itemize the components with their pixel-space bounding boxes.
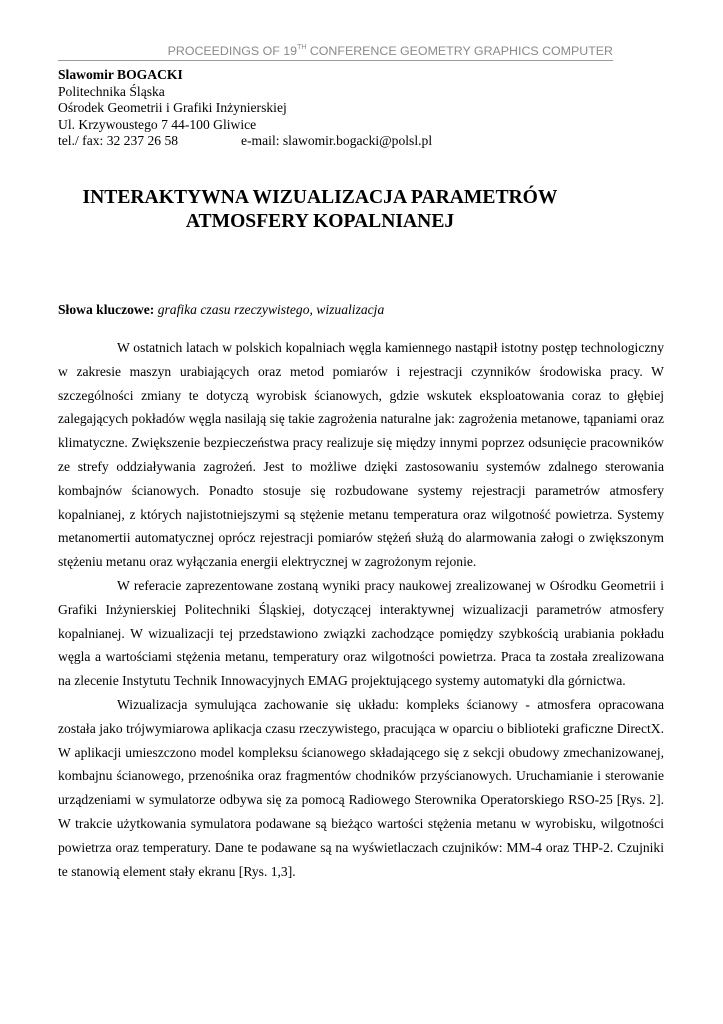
institution: Politechnika Śląska	[58, 83, 165, 99]
phone: tel./ fax: 32 237 26 58	[58, 133, 179, 148]
paragraph-1: W ostatnich latach w polskich kopalniach węgla kamiennego nastąpił istotny postęp technologiczny w zakresie maszyn urabiających oraz metod pomiarów i rejestracji czynników środowiska pracy. W szczególności zmiany te dotyczą wyrobisk ścianowych, gdzie wskutek eksploatowania coraz to głębiej zalegających pokładów węgla nasilają się takie zagrożenia naturalne jak: zagrożenia metanowe, tąpaniami oraz klimatyczne. Zwiększenie bezpieczeństwa pracy realizuje się między innymi poprzez odsunięcie pracowników ze strefy oddziaływania zagrożeń. Jest to możliwe dzięki zastosowaniu systemów zdalnego sterowania kombajnów ścianowych. Ponadto stosuje się rozbudowane systemy rejestracji parametrów atmosfery kopalnianej, z których najistotniejszymi są stężenie metanu temperatura oraz wilgotność powietrza. Systemy metanomertii automatycznej oprócz rejestracji pomiarów stężeń służą do alarmowania załogi o zwiększonym stężeniu metanu oraz wyłączania energii elektrycznej w zagrożonym rejonie.	[58, 340, 664, 570]
running-header-superscript: TH	[297, 44, 307, 51]
title-line-1: INTERAKTYWNA WIZUALIZACJA PARAMETRÓW	[82, 187, 558, 208]
author-name: Slawomir BOGACKI	[58, 67, 183, 82]
keywords	[58, 301, 384, 318]
title-line-2: ATMOSFERY KOPALNIANEJ	[185, 211, 455, 232]
contact-row	[58, 133, 433, 150]
email: e-mail: slawomir.bogacki@polsl.pl	[241, 133, 433, 148]
running-header	[58, 40, 613, 61]
author-affiliation	[58, 67, 433, 150]
body-text	[58, 336, 664, 883]
keywords-label: Słowa kluczowe:	[58, 302, 155, 317]
paragraph-2: W referacie zaprezentowane zostaną wyniki pracy naukowej zrealizowanej w Ośrodku Geometrii i Grafiki Inżynierskiej Politechniki Śląskiej, dotyczącej interaktywnej wizualizacji parametrów atmosfery kopalnianej. W wizualizacji tej przedstawiono związki zachodzące pomiędzy szybkością urabiania pokładu węgla a wartościami stężenia metanu, temperatury oraz wilgotności powietrza. Praca ta została zrealizowana na zlecenie Instytutu Technik Innowacyjnych EMAG projektującego systemy automatyki dla górnictwa.	[58, 577, 664, 689]
paragraph-3: Wizualizacja symulująca zachowanie się układu: kompleks ścianowy - atmosfera opracowana została jako trójwymiarowa aplikacja czasu rzeczywistego, pracująca w oparciu o biblioteki graficzne DirectX. W aplikacji umieszczono model kompleksu ścianowego składającego się z sekcji obudowy zmechanizowanej, kombajnu ścianowego, przenośnika oraz fragmentów chodników przyścianowych. Uruchamianie i sterowanie urządzeniami w symulatorze odbywa się za pomocą Radiowego Sterownika Operatorskiego RSO-25 [Rys. 2]. W trakcie użytkowania symulatora podawane są bieżąco wartości stężenia metanu w wyrobisku, wilgotności powietrza oraz temperatury. Dane te podawane są na wyświetlaczach czujników: MM-4 oraz THP-2. Czujniki te stanowią element stały ekranu [Rys. 1,3].	[58, 696, 664, 879]
running-header-post: CONFERENCE GEOMETRY GRAPHICS COMPUTER	[306, 44, 613, 58]
keywords-value: grafika czasu rzeczywistego, wizualizacja	[157, 302, 385, 317]
running-header-pre: PROCEEDINGS OF 19	[167, 44, 298, 58]
address: Ul. Krzywoustego 7 44-100 Gliwice	[58, 116, 257, 132]
department: Ośrodek Geometrii i Grafiki Inżynierskiej	[58, 100, 287, 115]
paper-title	[0, 186, 640, 234]
